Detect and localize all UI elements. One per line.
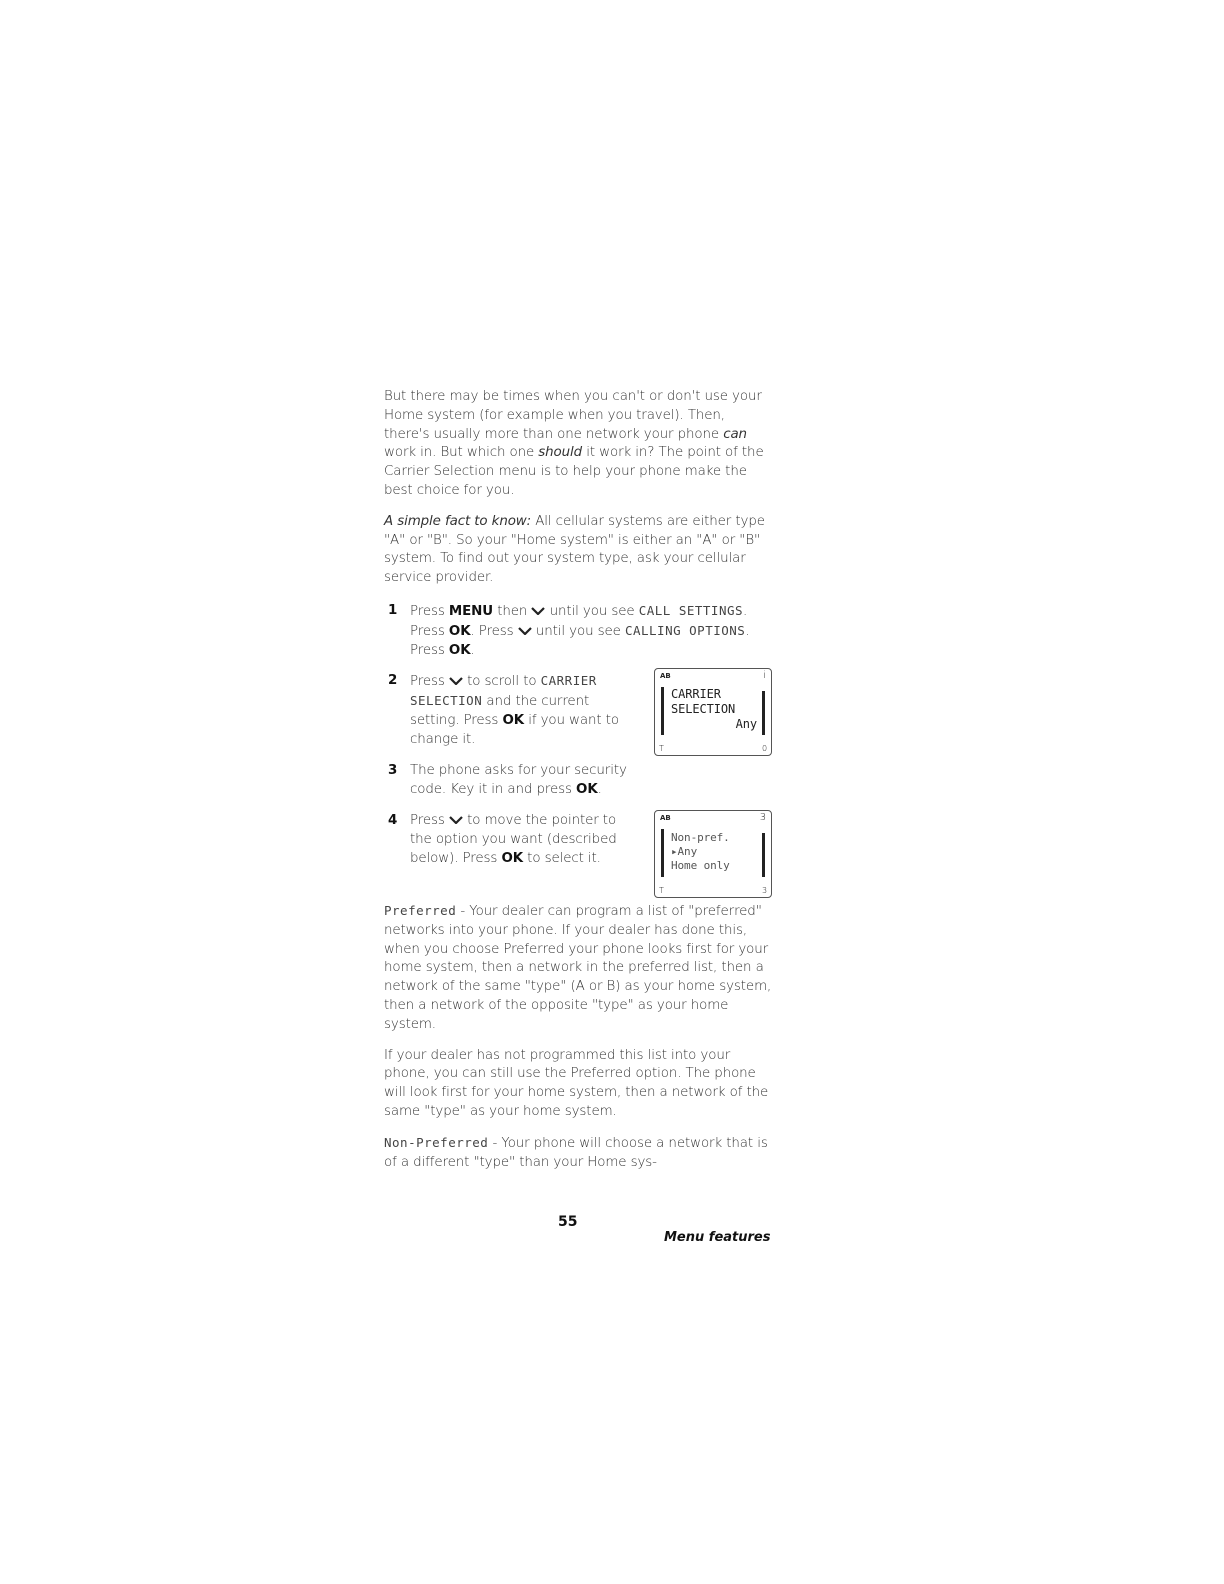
step-text: Press [410, 603, 449, 619]
option-home-only: Home only [671, 858, 730, 872]
step-text: if you want to change it. [410, 712, 619, 747]
step-text: . [597, 782, 602, 798]
fact-lead: A simple fact to know: [384, 513, 532, 529]
lcd-preferred: Preferred [384, 902, 457, 918]
step-4 [384, 812, 774, 898]
step-number: 2 [388, 673, 398, 689]
ok-key-label: OK [576, 782, 598, 798]
battery-level-bar [762, 833, 765, 877]
step-text: . [470, 642, 475, 658]
step-3 [384, 762, 774, 800]
signal-strength-bar [661, 829, 664, 877]
intro-text-1: But there may be times when you can't or don't use your Home system (for example when you travel). Then, there's usually more than one network your phone [384, 389, 762, 442]
option-non-preferred: Non-pref. [671, 830, 730, 844]
intro-text-3: it work in? The point of the Carrier Selection menu is to help your phone make the best choice for you. [384, 445, 764, 498]
lcd-call-settings: CALL SETTINGS [638, 602, 744, 618]
not-programmed-paragraph: If your dealer has not programmed this list into your phone, you can still use the Preferred option. The phone will look first for your home system, then a network of the same "type" as your home system. [384, 1047, 769, 1119]
battery-icon: 3 [762, 885, 767, 895]
step-text: Press [410, 674, 449, 690]
phone-display-carrier-options [654, 810, 772, 898]
step-text: until you see [531, 623, 625, 639]
display-line-3: Any [735, 717, 757, 732]
step-text: . Press [410, 603, 748, 639]
ok-key-label: OK [502, 712, 525, 728]
display-corner-indicator: i [763, 670, 766, 682]
step-text: to scroll to [462, 674, 541, 690]
intro-emphasis-can: can [723, 426, 747, 442]
signal-icon: T [659, 744, 664, 754]
display-line-2: SELECTION [671, 702, 736, 717]
ok-key-label: OK [448, 642, 471, 658]
battery-icon: 0 [762, 744, 767, 754]
step-number: 3 [388, 763, 398, 779]
lcd-calling-options: CALLING OPTIONS [624, 622, 746, 638]
step-number: 1 [388, 602, 398, 618]
signal-icon: T [659, 885, 664, 895]
chevron-down-icon [518, 627, 532, 635]
display-line-1: CARRIER [671, 687, 721, 702]
display-lines [671, 831, 757, 873]
option-any-selected: ▸Any [671, 844, 698, 858]
lcd-carrier-selection: CARRIER SELECTION [410, 673, 597, 709]
step-number: 4 [388, 812, 398, 828]
intro-emphasis-should: should [538, 445, 583, 461]
step-text: Press [410, 812, 449, 828]
step-text: and the current setting. Press [410, 694, 590, 728]
fact-body: All cellular systems are either type "A" or "B". So your "Home system" is either an "A" or "B" system. To find out your system type, ask your cellular service provider. [384, 513, 765, 586]
step-2 [384, 672, 774, 758]
display-lines [671, 687, 757, 732]
step-text: . Press [410, 623, 750, 658]
chevron-down-icon [531, 607, 545, 615]
step-text: The phone asks for your security code. Key it in and press [410, 763, 627, 798]
step-1 [384, 602, 774, 660]
non-preferred-description: - Your phone will choose a network that is of a different "type" than your Home sys- [384, 1135, 768, 1170]
page-number: 55 [558, 1214, 578, 1230]
fact-paragraph [384, 513, 774, 588]
ok-key-label: OK [501, 850, 524, 866]
chevron-down-icon [449, 816, 463, 824]
phone-display-carrier-selection [654, 668, 772, 756]
non-preferred-option-paragraph [384, 1134, 774, 1173]
ok-key-label: OK [448, 623, 471, 639]
signal-band-indicator: AB [660, 672, 671, 681]
step-text: until you see [545, 603, 639, 619]
chevron-down-icon [449, 677, 463, 685]
signal-strength-bar [661, 687, 664, 735]
step-text: to select it. [523, 850, 601, 866]
display-corner-indicator: 3 [759, 811, 766, 823]
signal-band-indicator: AB [660, 813, 671, 822]
preferred-option-paragraph [384, 902, 774, 1035]
intro-paragraph [384, 388, 774, 501]
menu-key-label: MENU [448, 603, 494, 619]
step-text: . Press [470, 623, 518, 639]
step-text: to move the pointer to the option you want (described below). Press [410, 812, 617, 866]
intro-text-2: work in. But which one [384, 445, 539, 461]
step-text: then [493, 603, 532, 619]
lcd-non-preferred: Non-Preferred [384, 1134, 489, 1150]
preferred-description: - Your dealer can program a list of "preferred" networks into your phone. If your dealer has done this, when you choose Preferred your phone looks first for your home system, then a network in the preferred list, then a network of the same "type" (A or B) as your home system, then a network of the opposite "type" as your home system. [384, 903, 772, 1032]
manual-page [384, 388, 774, 1184]
battery-level-bar [762, 691, 765, 735]
section-title: Menu features [664, 1230, 771, 1245]
